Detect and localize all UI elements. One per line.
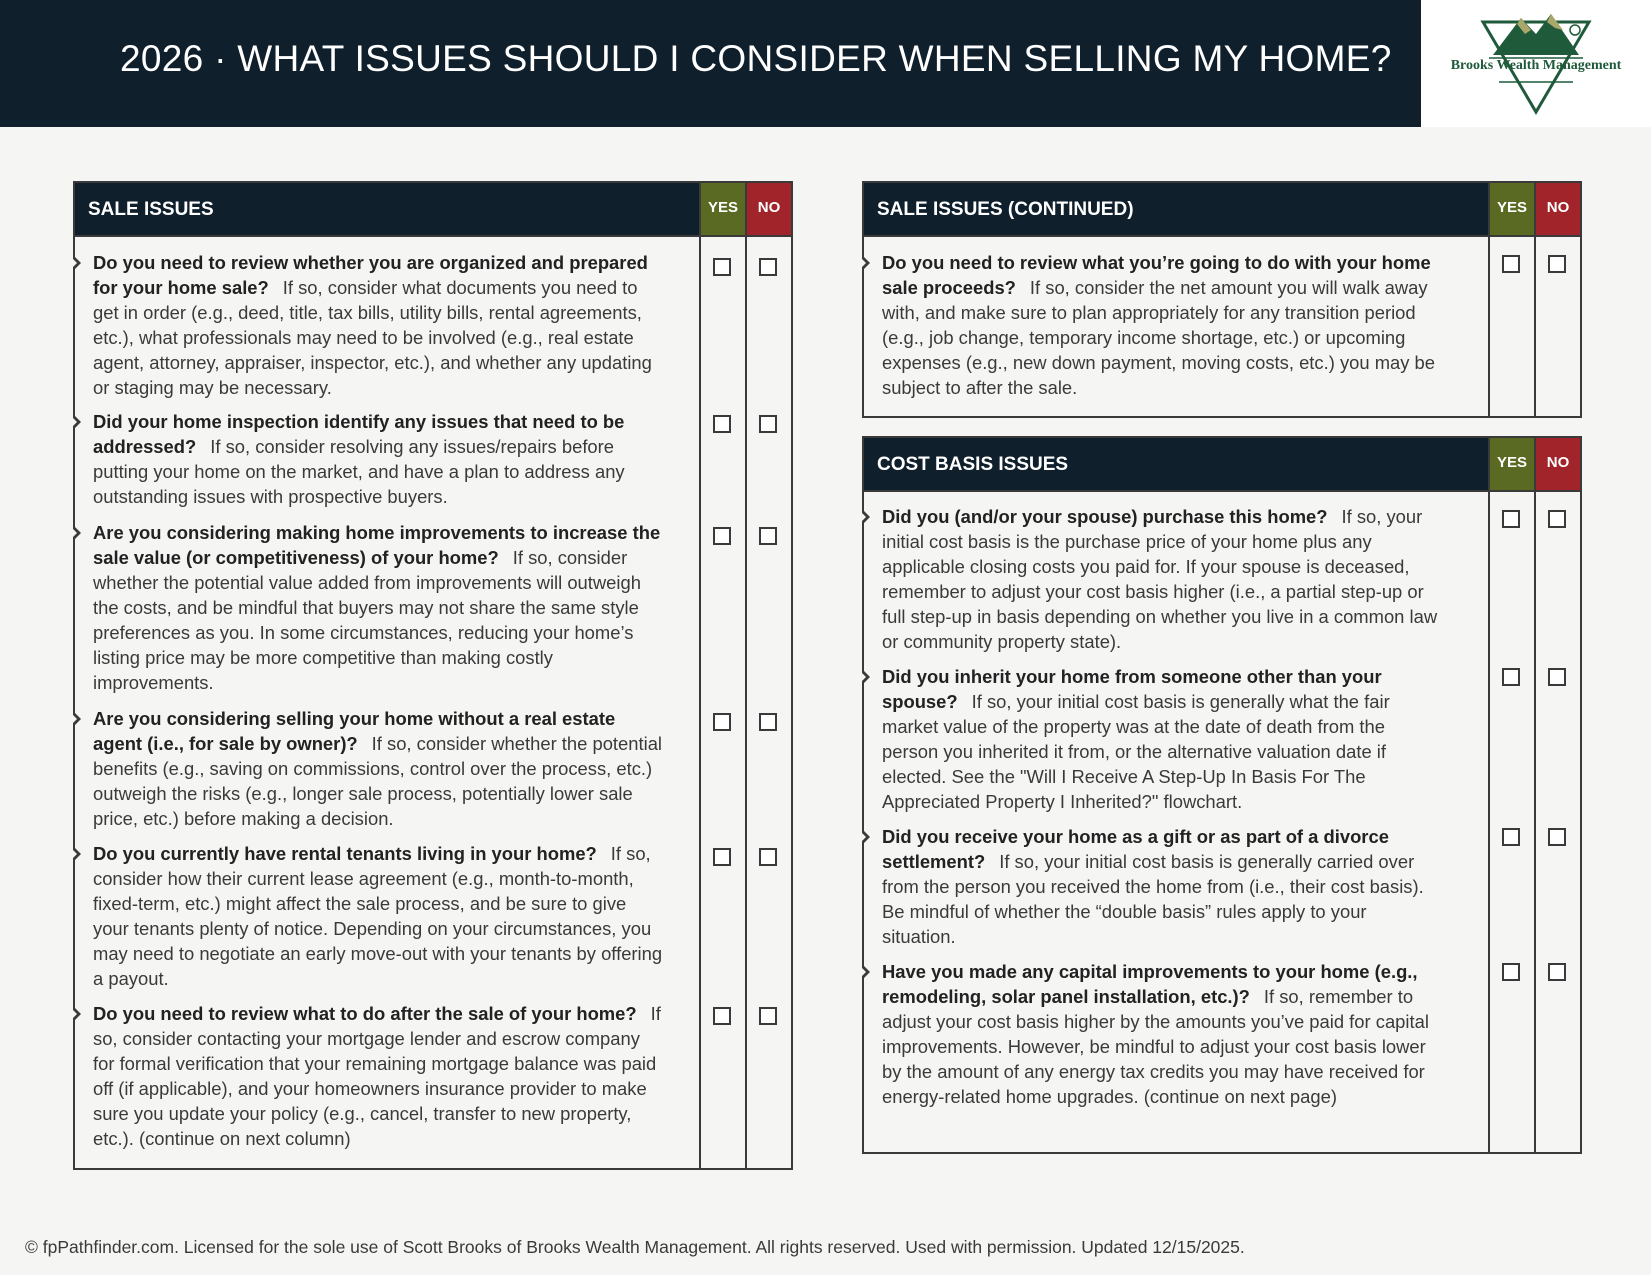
question-heading: Do you need to review what to do after the sale of your home?: [93, 1003, 637, 1024]
column-divider: [1488, 438, 1490, 1152]
question-item: [93, 706, 663, 831]
question-marker-icon: [73, 414, 81, 430]
no-checkbox[interactable]: [759, 848, 777, 866]
question-body: If so, consider resolving any issues/repairs before putting your home on the market, and have a plan to address any outstanding issues with prospective buyers.: [93, 436, 625, 507]
yes-checkbox[interactable]: [1502, 828, 1520, 846]
question-item: [882, 824, 1438, 949]
column-divider: [1534, 183, 1536, 416]
no-checkbox[interactable]: [1548, 510, 1566, 528]
panel-title: SALE ISSUES (CONTINUED): [877, 199, 1134, 220]
question-item: [882, 664, 1438, 814]
yes-column-header: YES: [1490, 438, 1534, 490]
question-body: If so, consider whether the potential benefits (e.g., saving on commissions, control over the process, etc.) outweigh the risks (e.g., longer sale process, potentially lower sale price, etc.) before making a decision.: [93, 733, 663, 829]
column-divider: [1534, 438, 1536, 1152]
question-marker-icon: [862, 669, 870, 685]
header-banner: [0, 0, 1421, 127]
no-checkbox[interactable]: [1548, 828, 1566, 846]
yes-checkbox[interactable]: [713, 415, 731, 433]
no-checkbox[interactable]: [759, 258, 777, 276]
yes-checkbox[interactable]: [713, 527, 731, 545]
question-item: [882, 250, 1452, 400]
question-body: If so, consider contacting your mortgage lender and escrow company for formal verification that your remaining mortgage balance was paid off (if applicable), and your homeowners insurance provider to make sure you update your policy (e.g., cancel, transfer to new property, etc.). (continue on next column): [93, 1003, 661, 1149]
no-checkbox[interactable]: [1548, 963, 1566, 981]
no-column-header: NO: [747, 183, 791, 235]
question-item: [93, 250, 663, 400]
no-checkbox[interactable]: [759, 713, 777, 731]
question-marker-icon: [862, 964, 870, 980]
question-item: [93, 1001, 663, 1151]
yes-checkbox[interactable]: [713, 848, 731, 866]
question-heading: Do you currently have rental tenants living in your home?: [93, 843, 597, 864]
page-title: 2026 · WHAT ISSUES SHOULD I CONSIDER WHEN SELLING MY HOME?: [120, 38, 1392, 79]
yes-checkbox[interactable]: [1502, 668, 1520, 686]
question-body: If so, consider the net amount you will walk away with, and make sure to plan appropriately for any transition period (e.g., job change, temporary income shortage, etc.) or upcoming expenses (e.g., new down payment, moving costs, etc.) you may be subject to after the sale.: [882, 277, 1436, 398]
sale-issues-panel: [73, 181, 793, 1170]
question-item: [882, 959, 1438, 1109]
no-column-header: NO: [1536, 438, 1580, 490]
question-marker-icon: [862, 509, 870, 525]
question-marker-icon: [73, 525, 81, 541]
question-body: If so, consider how their current lease agreement (e.g., month-to-month, fixed-term, etc.) might affect the sale process, and be sure to give your tenants plenty of notice. Depending on your circumstances, you may need to negotiate an early move-out with your tenants by offering a payout.: [93, 843, 663, 989]
yes-checkbox[interactable]: [713, 713, 731, 731]
panel-header: [864, 438, 1580, 492]
sale-issues-continued-panel: [862, 181, 1582, 418]
cost-basis-issues-panel: [862, 436, 1582, 1154]
yes-column-header: YES: [1490, 183, 1534, 235]
yes-checkbox[interactable]: [713, 1007, 731, 1025]
question-body: If so, your initial cost basis is the purchase price of your home plus any applicable closing costs you paid for. If your spouse is deceased, remember to adjust your cost basis higher (i.e., a partial step-up or full step-up in basis depending on whether you live in a common law or community property state).: [882, 506, 1438, 652]
question-heading: Did you receive your home as a gift or as part of a divorce settlement?: [882, 826, 1389, 872]
question-body: If so, consider what documents you need to get in order (e.g., deed, title, tax bills, utility bills, rental agreements, etc.), what professionals may need to be involved (e.g., real estate agent, attorney, appraiser, inspector, etc.), and whether any updating or staging may be necessary.: [93, 277, 652, 398]
question-body: If so, consider whether the potential value added from improvements will outweigh the costs, and be mindful that buyers may not share the same style preferences as you. In some circumstances, reducing your home’s listing price may be more competitive than making costly improvements.: [93, 547, 641, 693]
question-marker-icon: [73, 1006, 81, 1022]
panel-header: [75, 183, 791, 237]
yes-column-header: YES: [701, 183, 745, 235]
question-heading: Did your home inspection identify any issues that need to be addressed?: [93, 411, 625, 457]
question-body: If so, your initial cost basis is generally carried over from the person you received the home from (i.e., their cost basis). Be mindful of whether the “double basis” rules apply to your situation.: [882, 851, 1424, 947]
question-heading: Did you (and/or your spouse) purchase this home?: [882, 506, 1328, 527]
column-divider: [1488, 183, 1490, 416]
question-marker-icon: [73, 846, 81, 862]
question-body: If so, remember to adjust your cost basis higher by the amounts you’ve paid for capital improvements. However, be mindful to adjust your cost basis lower by the amount of any energy tax credits you may have received for energy-related home upgrades. (continue on next page): [882, 986, 1429, 1107]
panel-title: COST BASIS ISSUES: [877, 454, 1069, 475]
question-heading: Have you made any capital improvements to your home (e.g., remodeling, solar panel installation, etc.)?: [882, 961, 1418, 1007]
yes-checkbox[interactable]: [1502, 963, 1520, 981]
yes-checkbox[interactable]: [713, 258, 731, 276]
question-marker-icon: [862, 829, 870, 845]
yes-checkbox[interactable]: [1502, 255, 1520, 273]
question-item: [93, 841, 663, 991]
question-marker-icon: [862, 255, 870, 271]
column-divider: [745, 183, 747, 1168]
panel-header: [864, 183, 1580, 237]
question-marker-icon: [73, 711, 81, 727]
question-heading: Are you considering selling your home without a real estate agent (i.e., for sale by owner)?: [93, 708, 616, 754]
no-checkbox[interactable]: [759, 415, 777, 433]
no-checkbox[interactable]: [759, 527, 777, 545]
column-divider: [699, 183, 701, 1168]
question-item: [882, 504, 1438, 654]
question-heading: Did you inherit your home from someone other than your spouse?: [882, 666, 1382, 712]
question-marker-icon: [73, 255, 81, 271]
question-body: If so, your initial cost basis is generally what the fair market value of the property was at the date of death from the person you inherited it from, or the alternative valuation date if elected. See the "Will I Receive A Step-Up In Basis For The Appreciated Property I Inherited?" flowchart.: [882, 691, 1390, 812]
no-column-header: NO: [1536, 183, 1580, 235]
question-heading: Do you need to review whether you are organized and prepared for your home sale?: [93, 252, 648, 298]
question-heading: Do you need to review what you’re going to do with your home sale proceeds?: [882, 252, 1431, 298]
logo-wordmark: Brooks Wealth Management: [1450, 58, 1622, 73]
copyright-footer: © fpPathfinder.com. Licensed for the sole use of Scott Brooks of Brooks Wealth Management. All rights reserved. Used with permission. Updated 12/15/2025.: [25, 1237, 1245, 1257]
panel-title: SALE ISSUES: [88, 199, 214, 220]
no-checkbox[interactable]: [1548, 255, 1566, 273]
question-item: [93, 520, 663, 695]
question-item: [93, 409, 663, 509]
yes-checkbox[interactable]: [1502, 510, 1520, 528]
no-checkbox[interactable]: [759, 1007, 777, 1025]
question-heading: Are you considering making home improvements to increase the sale value (or competitiveness) of your home?: [93, 522, 661, 568]
logo: [1421, 0, 1651, 127]
no-checkbox[interactable]: [1548, 668, 1566, 686]
